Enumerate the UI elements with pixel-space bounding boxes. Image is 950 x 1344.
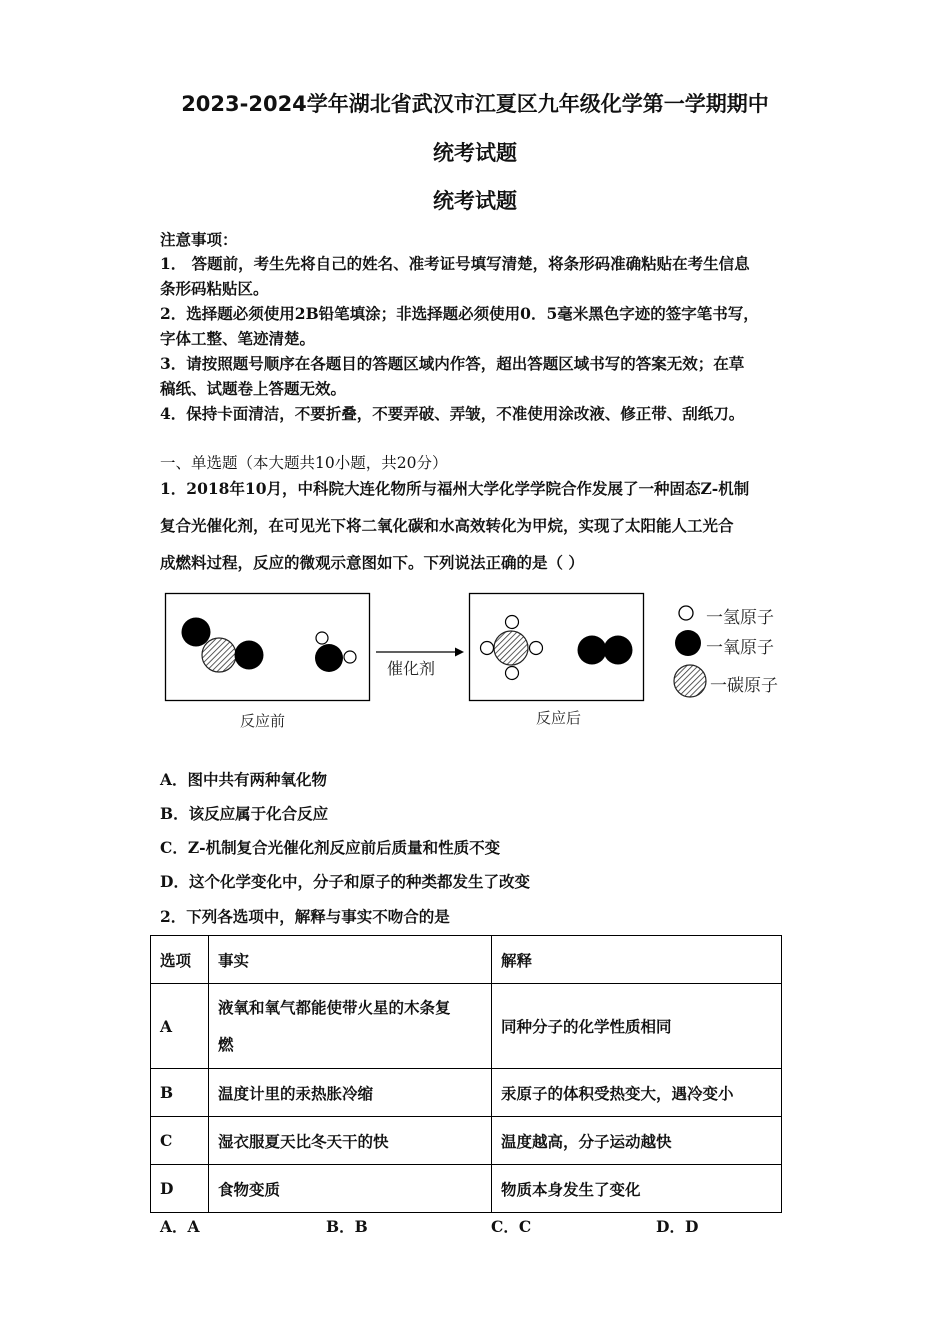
exam-title-line2: 统考试题 [433, 141, 517, 165]
row-option: A [151, 984, 209, 1069]
table-row [151, 1069, 782, 1117]
row-option: B [151, 1069, 209, 1117]
oxygen-atom [604, 636, 633, 665]
row-fact: 湿衣服夏天比冬天干的快 [209, 1117, 492, 1165]
oxygen-atom [182, 618, 211, 647]
exam-title-line3: 统考试题 [433, 189, 517, 213]
notice-line: 条形码粘贴区。 [160, 279, 269, 298]
q2-stem: 2．下列各选项中，解释与事实不吻合的是 [160, 907, 450, 926]
reaction-arrow-head [455, 648, 464, 657]
q1-option-a: A．图中共有两种氧化物 [160, 770, 328, 789]
hydrogen-atom [506, 616, 519, 629]
hydrogen-atom [530, 642, 543, 655]
row-explanation: 物质本身发生了变化 [492, 1165, 782, 1213]
arrow-label: 催化剂 [387, 659, 436, 678]
table-row [151, 1117, 782, 1165]
row-explanation: 汞原子的体积受热变大，遇冷变小 [492, 1069, 782, 1117]
notice-line: 3．请按照题号顺序在各题目的答题区域内作答，超出答题区域书写的答案无效；在草 [160, 354, 745, 373]
q2-answer-b: B．B [326, 1217, 368, 1236]
row-fact: 温度计里的汞热胀冷缩 [209, 1069, 492, 1117]
legend-carbon-symbol [674, 665, 706, 697]
header-option: 选项 [151, 936, 209, 984]
oxygen-atom [315, 644, 343, 672]
notice-line: 2．选择题必须使用2B铅笔填涂；非选择题必须使用0．5毫米黑色字迹的签字笔书写， [160, 304, 759, 323]
hydrogen-atom [481, 642, 494, 655]
section-heading: 一、单选题（本大题共10小题，共20分） [160, 454, 448, 472]
row-explanation: 温度越高，分子运动越快 [492, 1117, 782, 1165]
row-explanation: 同种分子的化学性质相同 [492, 984, 782, 1069]
notice-title: 注意事项： [160, 230, 238, 249]
header-fact: 事实 [209, 936, 492, 984]
notice-line: 1． 答题前，考生先将自己的姓名、准考证号填写清楚，将条形码准确粘贴在考生信息 [160, 254, 750, 273]
header-explanation: 解释 [492, 936, 782, 984]
q1-option-d: D．这个化学变化中，分子和原子的种类都发生了改变 [160, 872, 530, 891]
notice-line: 字体工整、笔迹清楚。 [160, 329, 316, 348]
row-fact-line: 液氧和氧气都能使带火星的木条复 [218, 998, 451, 1017]
carbon-atom [494, 631, 528, 665]
q1-option-c: C．Z-机制复合光催化剂反应前后质量和性质不变 [160, 838, 501, 857]
table-row [151, 1165, 782, 1213]
q2-answer-d: D．D [656, 1217, 699, 1236]
q2-table [150, 935, 782, 1213]
table-header-row [151, 936, 782, 984]
notice-line: 稿纸、试题卷上答题无效。 [160, 379, 347, 398]
legend-oxygen-symbol [675, 630, 701, 656]
oxygen-atom [235, 641, 264, 670]
legend-oxygen-label: 一氧原子 [706, 638, 774, 658]
q1-stem-line: 成燃料过程，反应的微观示意图如下。下列说法正确的是（ ） [160, 553, 584, 572]
hydrogen-atom [344, 651, 356, 663]
legend-carbon-label: 一碳原子 [710, 676, 778, 696]
q1-stem-line: 1．2018年10月，中科院大连化物所与福州大学化学学院合作发展了一种固态Z-机制 [160, 479, 750, 498]
before-box [166, 594, 370, 701]
row-fact-line: 燃 [218, 1035, 234, 1054]
exam-title-line1: 2023-2024学年湖北省武汉市江夏区九年级化学第一学期期中 [181, 92, 769, 116]
carbon-atom [202, 638, 236, 672]
row-fact: 食物变质 [209, 1165, 492, 1213]
row-option: C [151, 1117, 209, 1165]
q1-stem-line: 复合光催化剂，在可见光下将二氧化碳和水高效转化为甲烷，实现了太阳能人工光合 [160, 516, 734, 535]
after-caption: 反应后 [536, 709, 582, 727]
hydrogen-atom [316, 632, 328, 644]
notice-line: 4．保持卡面清洁，不要折叠，不要弄破、弄皱，不准使用涂改液、修正带、刮纸刀。 [160, 404, 745, 423]
row-fact [209, 984, 492, 1069]
legend-hydrogen-label: 一氢原子 [706, 608, 774, 628]
q2-answer-c: C．C [491, 1217, 532, 1236]
table-row [151, 984, 782, 1069]
hydrogen-atom [506, 667, 519, 680]
legend-hydrogen-symbol [679, 606, 693, 620]
row-option: D [151, 1165, 209, 1213]
q2-answer-a: A．A [160, 1217, 200, 1236]
before-caption: 反应前 [240, 712, 286, 730]
oxygen-atom [578, 636, 607, 665]
q1-option-b: B．该反应属于化合反应 [160, 804, 329, 823]
